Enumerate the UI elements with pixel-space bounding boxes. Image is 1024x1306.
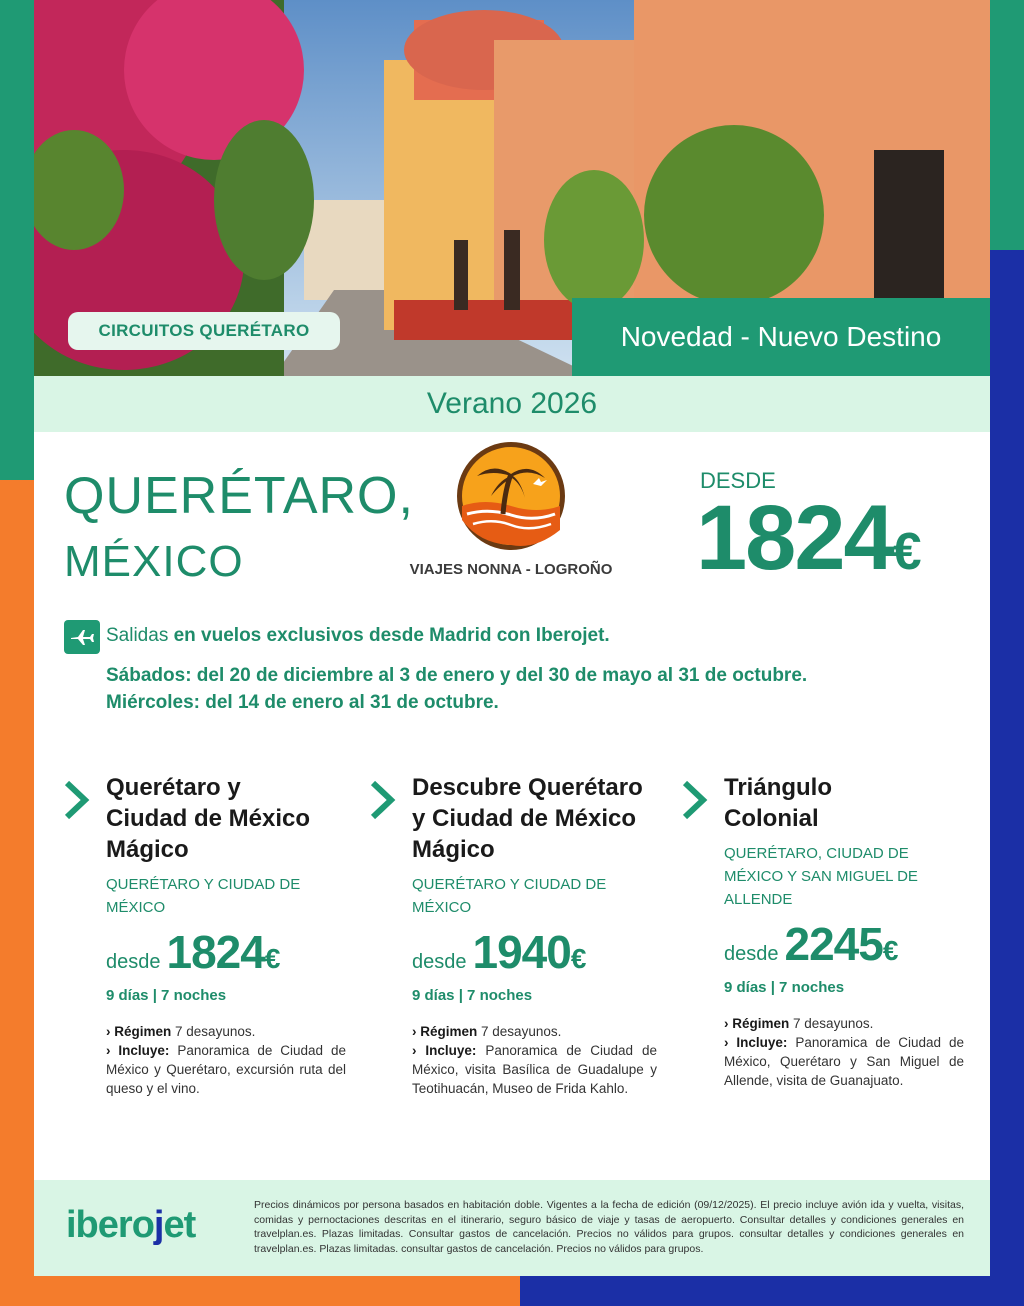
from-price <box>696 487 920 589</box>
iberojet-logo-part: ibero <box>66 1204 154 1246</box>
incluye-label: › Incluye: <box>106 1043 170 1058</box>
circuit-location: QUERÉTARO, CIUDAD DE MÉXICO Y SAN MIGUEL DE ALLENDE <box>724 845 918 908</box>
chevron-right-icon <box>64 780 90 820</box>
circuit-location: QUERÉTARO Y CIUDAD DE MÉXICO <box>106 876 301 916</box>
incluye-text: Panoramica de Ciudad de México, Querétaro y San Miguel de Allende, visita de Guanajuato. <box>724 1035 964 1088</box>
circuit-location: QUERÉTARO Y CIUDAD DE MÉXICO <box>412 876 607 916</box>
right-green-band <box>990 0 1024 260</box>
incluye-label: › Incluye: <box>724 1035 788 1050</box>
circuit-incluye <box>412 1041 657 1098</box>
circuit-price-amount: 1940 <box>472 926 571 978</box>
circuit-title: Querétaro y Ciudad de México Mágico <box>106 774 311 863</box>
departure-wednesdays: Miércoles: del 14 de enero al 31 de octubre. <box>106 692 499 713</box>
from-price-amount: 1824 <box>696 487 893 589</box>
circuit-price-currency: € <box>882 935 899 966</box>
regimen-text: 7 desayunos. <box>175 1024 256 1039</box>
right-blue-band <box>990 250 1024 1306</box>
circuit-regimen <box>724 1014 964 1033</box>
destination-title: QUERÉTARO, <box>64 467 414 525</box>
incluye-text: Panoramica de Ciudad de México y Querétaro, excursión ruta del queso y el vino. <box>106 1043 346 1096</box>
left-orange-band <box>0 480 34 1306</box>
incluye-label: › Incluye: <box>412 1043 477 1058</box>
circuit-price-prefix: desde <box>724 943 779 965</box>
circuit-price <box>412 926 657 978</box>
iberojet-logo-j: j <box>153 1204 164 1246</box>
circuit-title: Triángulo Colonial <box>724 774 832 832</box>
novedad-banner: Novedad - Nuevo Destino <box>572 298 990 376</box>
circuit-incluye <box>724 1033 964 1090</box>
iberojet-logo-part: et <box>163 1204 196 1246</box>
bottom-blue-band <box>520 1276 1024 1306</box>
incluye-text: Panoramica de Ciudad de México, visita Basílica de Guadalupe y Teotihuacán, Museo de Frida Kahlo. <box>412 1043 657 1096</box>
circuit-price-prefix: desde <box>412 951 467 973</box>
circuit-price-currency: € <box>264 943 281 974</box>
circuit-duration: 9 días | 7 noches <box>724 979 845 996</box>
circuit-price-currency: € <box>570 943 587 974</box>
circuit-price-amount: 2245 <box>784 918 883 970</box>
regimen-label: › Régimen <box>724 1016 790 1031</box>
plane-icon <box>64 620 100 654</box>
circuit-price-amount: 1824 <box>166 926 265 978</box>
departures-intro-bold: en vuelos exclusivos desde Madrid con Iberojet. <box>173 625 610 646</box>
regimen-label: › Régimen <box>412 1024 478 1039</box>
left-green-band <box>0 0 34 500</box>
legal-text: Precios dinámicos por persona basados en habitación doble. Vigentes a la fecha de edición (09/12/2025). El precio incluye avión ida y vuelta, visitas, comidas y pernoctaciones descritas en el itinerario, seguro básico de viaje y tasas de aeropuerto. Consultar detalles y condiciones generales en travelplan.es. Plazas limitadas. Consultar gastos de cancelación. Precios no válidos para grupos. consultar detalles y condiciones generales en travelplan.es. Plazas limitadas. consultar gastos de cancelación. Precios no válidos para grupos. <box>254 1199 964 1255</box>
regimen-label: › Régimen <box>106 1024 172 1039</box>
departures-intro <box>106 625 610 647</box>
chevron-right-icon <box>682 780 708 820</box>
destination-subtitle: MÉXICO <box>64 537 244 586</box>
iberojet-logo <box>66 1204 195 1247</box>
circuit-regimen <box>412 1022 657 1041</box>
departure-saturdays: Sábados: del 20 de diciembre al 3 de enero y del 30 de mayo al 31 de octubre. <box>106 665 808 686</box>
departure-dates <box>106 662 807 716</box>
circuit-title: Descubre Querétaro y Ciudad de México Mágico <box>412 774 643 863</box>
circuitos-tag: CIRCUITOS QUERÉTARO <box>68 312 340 350</box>
circuit-price-prefix: desde <box>106 951 161 973</box>
chevron-right-icon <box>370 780 396 820</box>
regimen-text: 7 desayunos. <box>793 1016 874 1031</box>
from-price-currency: € <box>892 523 920 581</box>
footer <box>34 1180 990 1276</box>
circuit-price <box>724 918 969 970</box>
palm-sun-logo <box>455 440 567 552</box>
departures-intro-text: Salidas <box>106 625 169 646</box>
regimen-text: 7 desayunos. <box>481 1024 562 1039</box>
circuit-price <box>106 926 351 978</box>
from-label: DESDE <box>700 468 776 493</box>
season-banner: Verano 2026 <box>34 376 990 432</box>
circuit-incluye <box>106 1041 346 1098</box>
circuit-duration: 9 días | 7 noches <box>412 987 533 1004</box>
circuit-duration: 9 días | 7 noches <box>106 987 227 1004</box>
circuit-regimen <box>106 1022 346 1041</box>
agency-name: VIAJES NONNA - LOGROÑO <box>409 561 613 578</box>
